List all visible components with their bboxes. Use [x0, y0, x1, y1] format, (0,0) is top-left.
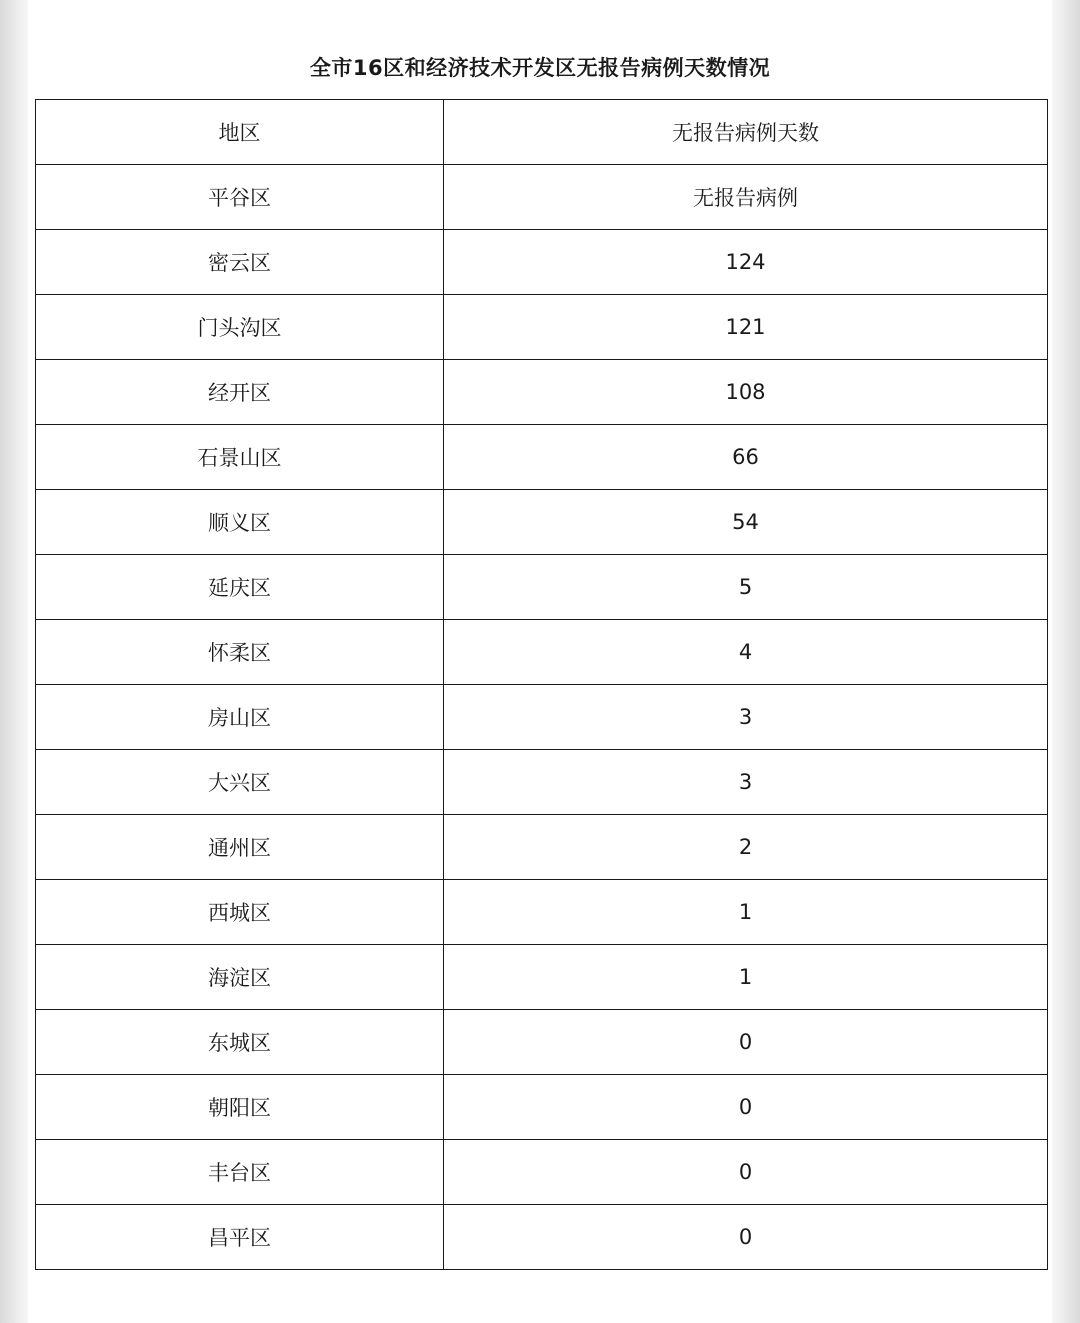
table-header-row — [36, 100, 1048, 165]
right-page-shadow — [1052, 0, 1080, 1323]
no-case-days-table — [35, 99, 1048, 1270]
no-case-days-cell: 1 — [444, 880, 1048, 945]
district-cell: 延庆区 — [36, 555, 444, 620]
no-case-days-cell: 无报告病例 — [444, 165, 1048, 230]
district-cell: 通州区 — [36, 815, 444, 880]
table-row — [36, 1140, 1048, 1205]
table-row — [36, 555, 1048, 620]
district-cell: 朝阳区 — [36, 1075, 444, 1140]
district-cell: 密云区 — [36, 230, 444, 295]
district-cell: 东城区 — [36, 1010, 444, 1075]
district-cell: 西城区 — [36, 880, 444, 945]
table-row — [36, 620, 1048, 685]
table-row — [36, 750, 1048, 815]
document-page — [28, 0, 1052, 1323]
table-row — [36, 490, 1048, 555]
district-cell: 怀柔区 — [36, 620, 444, 685]
no-case-days-cell: 0 — [444, 1140, 1048, 1205]
district-cell: 门头沟区 — [36, 295, 444, 360]
table-row — [36, 880, 1048, 945]
no-case-days-cell: 2 — [444, 815, 1048, 880]
no-case-days-cell: 124 — [444, 230, 1048, 295]
table-row — [36, 425, 1048, 490]
header-district: 地区 — [36, 100, 444, 165]
table-row — [36, 230, 1048, 295]
district-cell: 大兴区 — [36, 750, 444, 815]
table-title: 全市16区和经济技术开发区无报告病例天数情况 — [309, 56, 771, 80]
district-cell: 平谷区 — [36, 165, 444, 230]
table-row — [36, 165, 1048, 230]
table-row — [36, 360, 1048, 425]
table-body — [36, 165, 1048, 1270]
left-page-shadow — [0, 0, 28, 1323]
district-cell: 房山区 — [36, 685, 444, 750]
no-case-days-cell: 3 — [444, 750, 1048, 815]
no-case-days-cell: 54 — [444, 490, 1048, 555]
district-cell: 经开区 — [36, 360, 444, 425]
table-row — [36, 295, 1048, 360]
no-case-days-cell: 0 — [444, 1010, 1048, 1075]
district-cell: 昌平区 — [36, 1205, 444, 1270]
table-row — [36, 685, 1048, 750]
district-cell: 丰台区 — [36, 1140, 444, 1205]
district-cell: 海淀区 — [36, 945, 444, 1010]
district-cell: 顺义区 — [36, 490, 444, 555]
no-case-days-cell: 108 — [444, 360, 1048, 425]
table-row — [36, 1010, 1048, 1075]
no-case-days-cell: 66 — [444, 425, 1048, 490]
header-no-case-days: 无报告病例天数 — [444, 100, 1048, 165]
no-case-days-cell: 1 — [444, 945, 1048, 1010]
table-row — [36, 815, 1048, 880]
table-row — [36, 1205, 1048, 1270]
no-case-days-cell: 121 — [444, 295, 1048, 360]
table-row — [36, 945, 1048, 1010]
no-case-days-cell: 0 — [444, 1075, 1048, 1140]
district-cell: 石景山区 — [36, 425, 444, 490]
no-case-days-cell: 3 — [444, 685, 1048, 750]
table-row — [36, 1075, 1048, 1140]
no-case-days-cell: 0 — [444, 1205, 1048, 1270]
no-case-days-cell: 5 — [444, 555, 1048, 620]
no-case-days-cell: 4 — [444, 620, 1048, 685]
